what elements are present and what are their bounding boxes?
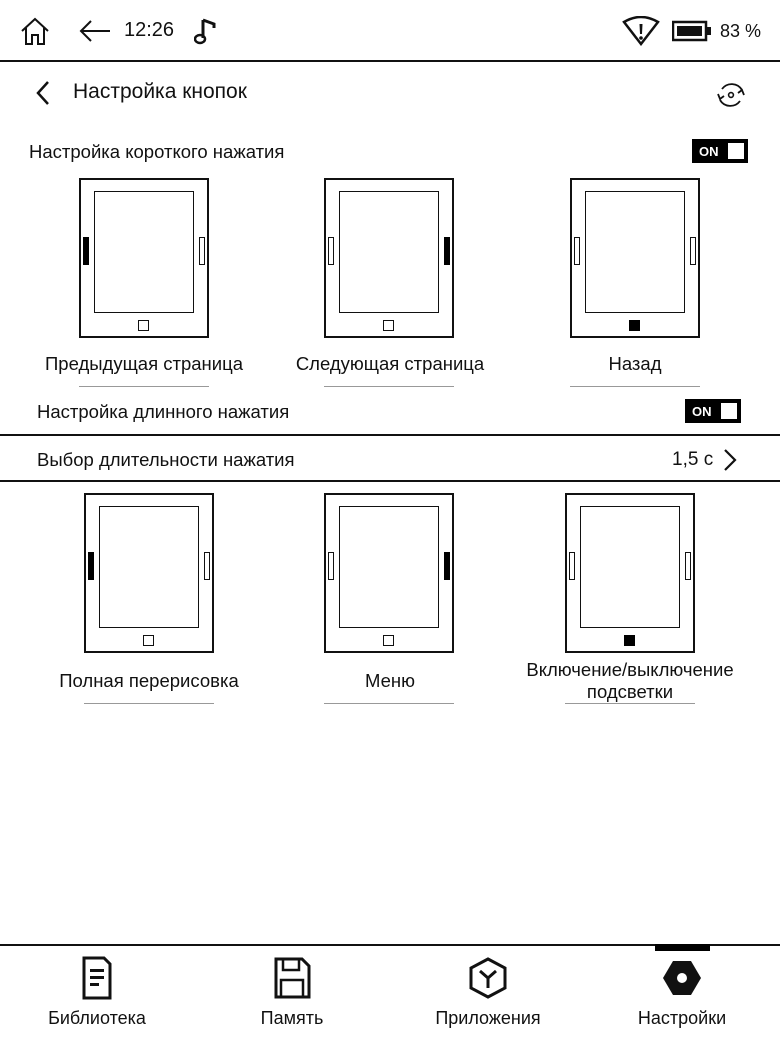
active-tab-indicator (655, 944, 710, 951)
toggle-knob (728, 143, 744, 159)
device-screen (99, 506, 199, 628)
right-button-active (444, 237, 450, 265)
bottom-button (143, 635, 154, 646)
nav-library[interactable] (17, 956, 177, 1046)
battery-icon (672, 20, 712, 42)
left-button (328, 552, 334, 580)
action-menu[interactable]: Меню (365, 670, 415, 691)
right-button (690, 237, 696, 265)
left-button (569, 552, 575, 580)
home-icon[interactable] (19, 15, 51, 47)
device-screen (580, 506, 680, 628)
device-next-page[interactable] (324, 178, 454, 338)
apps-icon (468, 956, 508, 1000)
toggle-knob (721, 403, 737, 419)
right-button (199, 237, 205, 265)
device-prev-page[interactable] (79, 178, 209, 338)
action-next-page[interactable]: Следующая страница (295, 353, 485, 374)
left-button-active (83, 237, 89, 265)
clock: 12:26 (124, 19, 175, 41)
nav-apps[interactable] (408, 956, 568, 1046)
chevron-right-icon[interactable] (722, 448, 738, 472)
page-title: Настройка кнопок (73, 80, 247, 103)
device-full-refresh[interactable] (84, 493, 214, 653)
nav-label: Приложения (435, 1008, 541, 1028)
settings-icon (662, 956, 702, 1000)
action-full-refresh[interactable]: Полная перерисовка (59, 670, 239, 691)
device-backlight[interactable] (565, 493, 695, 653)
nav-settings[interactable] (602, 956, 762, 1046)
bottom-button-active (624, 635, 635, 646)
bottom-button (383, 320, 394, 331)
duration-value[interactable]: 1,5 с (672, 449, 714, 470)
battery-percent: 83 % (720, 21, 762, 41)
right-button-active (444, 552, 450, 580)
device-screen (339, 191, 439, 313)
short-press-label: Настройка короткого нажатия (29, 141, 285, 162)
device-screen (585, 191, 685, 313)
action-backlight-toggle[interactable]: Включение/выключение подсветки (526, 659, 734, 702)
device-back[interactable] (570, 178, 700, 338)
nav-label: Память (260, 1008, 324, 1028)
right-button (685, 552, 691, 580)
divider (0, 434, 780, 436)
device-menu[interactable] (324, 493, 454, 653)
toggle-state: ON (692, 403, 712, 419)
wifi-icon (622, 16, 660, 46)
device-screen (339, 506, 439, 628)
long-press-label: Настройка длинного нажатия (37, 401, 290, 422)
device-screen (94, 191, 194, 313)
underline (79, 386, 209, 387)
underline (565, 703, 695, 704)
left-button (574, 237, 580, 265)
action-back[interactable]: Назад (608, 353, 662, 374)
left-button-active (88, 552, 94, 580)
action-prev-page[interactable]: Предыдущая страница (44, 353, 243, 374)
bottom-button-active (629, 320, 640, 331)
short-press-toggle[interactable] (692, 139, 748, 163)
divider (0, 480, 780, 482)
underline (324, 703, 454, 704)
nav-label: Настройки (637, 1008, 727, 1028)
bottom-button (383, 635, 394, 646)
underline (84, 703, 214, 704)
left-button (328, 237, 334, 265)
nav-label: Библиотека (48, 1008, 146, 1028)
storage-icon (272, 956, 312, 1000)
underline (324, 386, 454, 387)
back-arrow-icon[interactable] (78, 18, 112, 44)
nav-storage[interactable] (212, 956, 372, 1046)
underline (570, 386, 700, 387)
music-icon[interactable] (194, 16, 218, 46)
long-press-toggle[interactable] (685, 399, 741, 423)
duration-label[interactable]: Выбор длительности нажатия (37, 449, 295, 470)
right-button (204, 552, 210, 580)
bottom-button (138, 320, 149, 331)
library-icon (77, 956, 117, 1000)
toggle-state: ON (699, 143, 719, 159)
reset-icon[interactable] (713, 77, 749, 113)
back-chevron-icon[interactable] (33, 79, 53, 107)
status-bar (0, 0, 780, 62)
